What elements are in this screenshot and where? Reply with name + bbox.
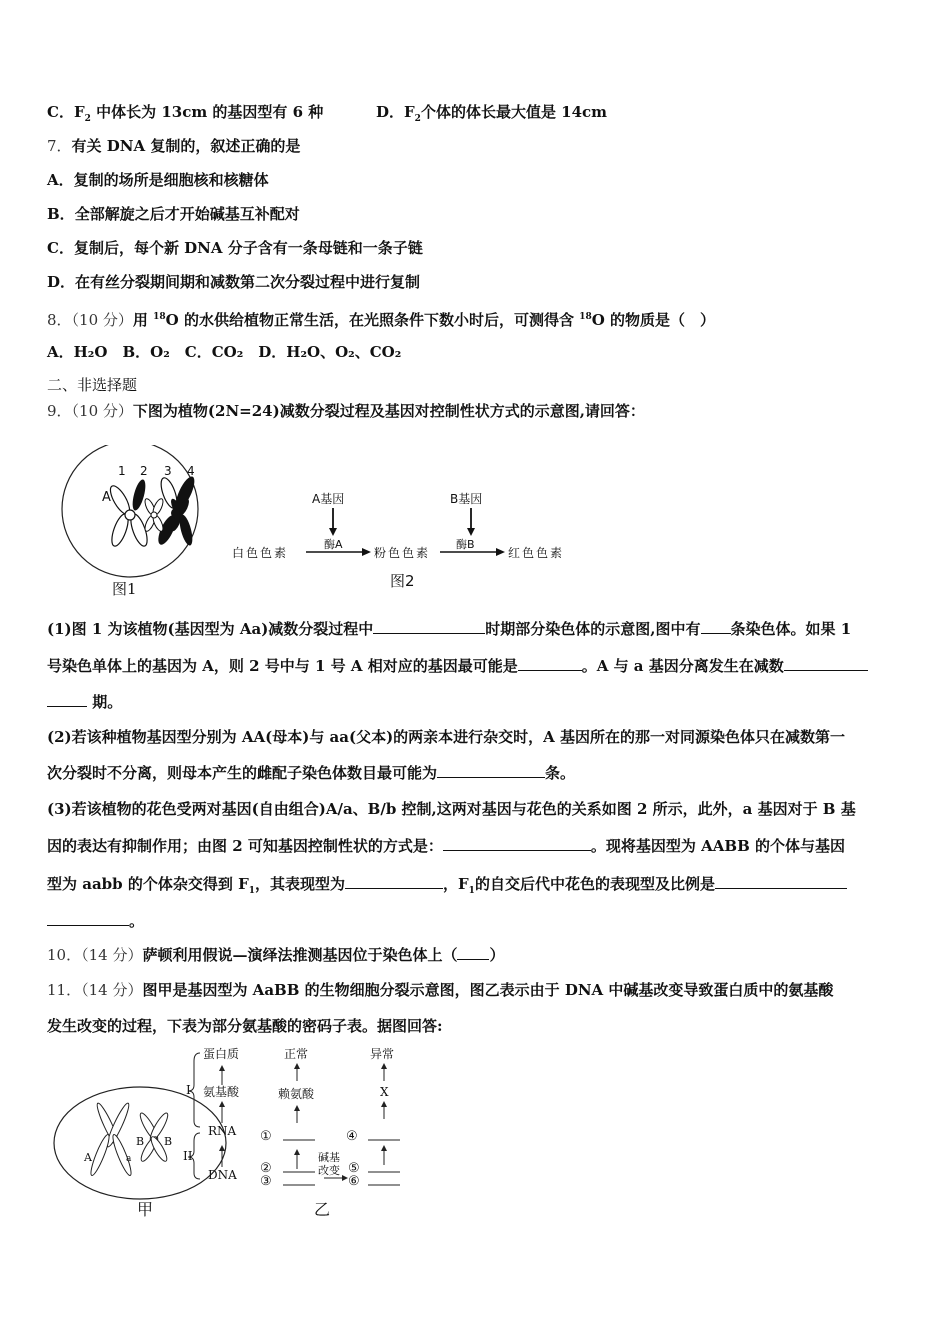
svg-text:B: B: [136, 1135, 145, 1148]
figure-2-pathway: [232, 488, 572, 593]
marker-4: ④: [346, 1129, 358, 1144]
q9-stem: [47, 401, 645, 421]
question-text: O 的物质是（ ）: [591, 311, 716, 329]
superscript: 18: [579, 312, 592, 322]
figure-1-caption: 图1: [112, 580, 137, 598]
answer-blank[interactable]: [47, 911, 129, 926]
subscript: 2: [414, 114, 421, 124]
base-change-label: 改变: [318, 1164, 340, 1177]
gene-a-label: A基因: [312, 492, 345, 506]
question-score: （10 分）: [71, 311, 133, 329]
white-pigment-label: 白色色素: [232, 546, 289, 560]
enzyme-a-label: 酶A: [324, 538, 343, 551]
q11-stem-line1: [47, 980, 833, 1000]
answer-blank[interactable]: [701, 619, 731, 634]
q9-part1-line3: [47, 692, 122, 712]
abnormal-label: 异常: [370, 1047, 395, 1061]
gene-label-a: A: [102, 490, 111, 505]
option-text: F: [73, 103, 85, 121]
option-text: 复制后，每个新 DNA 分子含有一条母链和一条子链: [73, 239, 423, 257]
option-text: 全部解旋之后才开始碱基互补配对: [74, 205, 300, 223]
marker-2: ②: [260, 1161, 272, 1176]
q9-part1-line1: [47, 619, 851, 639]
figure-jia-caption: 甲: [137, 1200, 154, 1219]
q10-stem: [47, 945, 504, 965]
option-label: D．: [47, 273, 76, 291]
question-text: 号染色单体上的基因为 A，则 2 号中与 1 号 A 相对应的基因最可能是: [47, 657, 518, 675]
x-label: X: [380, 1085, 389, 1099]
normal-label: 正常: [284, 1047, 309, 1061]
option-text: F: [404, 103, 415, 121]
question-text: 。现将基因型为 AABB 的个体与基因: [590, 837, 845, 855]
marker-1: ①: [260, 1129, 272, 1144]
answer-blank[interactable]: [457, 945, 489, 960]
question-number: 8．: [47, 311, 72, 329]
question-text: 萨顿利用假说—演绎法推测基因位于染色体上（: [142, 946, 458, 964]
question-text: 发生改变的过程，下表为部分氨基酸的密码子表。据图回答:: [47, 1017, 443, 1035]
question-number: 11．: [47, 981, 82, 999]
option-label: C．: [47, 239, 74, 257]
answer-blank[interactable]: [518, 656, 582, 671]
svg-text:4: 4: [187, 464, 195, 478]
svg-text:1: 1: [118, 464, 126, 478]
superscript: 18: [153, 312, 166, 322]
marker-5: ⑤: [348, 1161, 360, 1176]
red-pigment-label: 红色色素: [508, 546, 565, 560]
q8-stem: [47, 307, 715, 330]
q7-option-c: [47, 238, 423, 258]
question-text: 次分裂时不分离，则母本产生的雌配子染色体数目最可能为: [47, 764, 438, 782]
answer-blank[interactable]: [443, 836, 591, 851]
answer-blank[interactable]: [715, 874, 847, 889]
option-label: D．: [376, 103, 405, 121]
q9-part2-line1: [47, 727, 845, 747]
brace-label-ii: II: [183, 1149, 193, 1163]
small-chromosome-icon: [140, 495, 200, 535]
q7-stem: [47, 136, 300, 156]
q7-option-a: [47, 170, 269, 190]
question-score: （14 分）: [81, 946, 143, 964]
question-text: 条。: [545, 764, 576, 782]
option-text: 在有丝分裂期间期和减数第二次分裂过程中进行复制: [75, 273, 421, 291]
question-text: 条染色体。如果 1: [730, 620, 852, 638]
q11-stem-line2: [47, 1016, 443, 1036]
question-text: 用: [132, 311, 154, 329]
question-number: 10．: [47, 946, 82, 964]
question-number: 9．: [47, 402, 72, 420]
answer-blank[interactable]: [437, 763, 545, 778]
answer-blank[interactable]: [373, 619, 485, 634]
option-text: A．H₂O B．O₂ C．CO₂ D．H₂O、O₂、CO₂: [47, 343, 402, 361]
lysine-label: 赖氨酸: [278, 1087, 315, 1101]
question-text: 因的表达有抑制作用；由图 2 可知基因控制性状的方式是：: [47, 837, 443, 855]
small-chromosomes: [140, 495, 200, 535]
marker-3: ③: [260, 1174, 272, 1189]
q9-part3-line1: [47, 799, 856, 819]
question-text: ，其表现型为: [255, 875, 346, 893]
subscript: 1: [248, 886, 255, 896]
svg-text:2: 2: [140, 464, 148, 478]
question-text: 型为 aabb 的个体杂交得到 F: [47, 875, 249, 893]
question-text: 。A 与 a 基因分离发生在减数: [581, 657, 784, 675]
question-score: （14 分）: [81, 981, 143, 999]
amino-acid-label: 氨基酸: [203, 1085, 240, 1099]
question-text: 。: [129, 912, 145, 930]
q6-option-d: [376, 102, 607, 129]
brace-label-i: I: [186, 1083, 191, 1097]
q7-option-b: [47, 204, 300, 224]
marker-6: ⑥: [348, 1174, 360, 1189]
svg-text:A: A: [84, 1151, 92, 1164]
q9-part3-line2: [47, 836, 845, 856]
section-heading: [47, 375, 137, 395]
q7-option-d: [47, 272, 420, 292]
question-text: O 的水供给植物正常生活，在光照条件下数小时后，可测得含: [165, 311, 580, 329]
question-text: (1)图 1 为该植物(基因型为 Aa)减数分裂过程中: [47, 620, 374, 638]
q9-part3-line3: [47, 874, 847, 901]
q8-options: [47, 342, 401, 362]
question-text: (2)若该种植物基因型分别为 AA(母本)与 aa(父本)的两亲本进行杂交时，A 基因所在的那一对同源染色体只在减数第一: [47, 728, 846, 746]
question-text: 期。: [87, 693, 123, 711]
pink-pigment-label: 粉色色素: [374, 546, 431, 560]
question-score: （10 分）: [71, 402, 133, 420]
figure-2-caption: 图2: [390, 572, 415, 590]
question-text: 时期部分染色体的示意图,图中有: [485, 620, 701, 638]
rna-label: RNA: [208, 1124, 237, 1138]
option-text: 个体的体长最大值是 14cm: [420, 103, 608, 121]
svg-text:3: 3: [164, 464, 172, 478]
question-text: 下图为植物(2N=24)减数分裂过程及基因对控制性状方式的示意图,请回答：: [132, 402, 645, 420]
subscript: 2: [84, 114, 91, 124]
dna-label: DNA: [208, 1168, 237, 1182]
question-text: (3)若该植物的花色受两对基因(自由组合)A/a、B/b 控制,这两对基因与花色的关系如图 2 所示，此外，a 基因对于 B 基: [47, 800, 856, 818]
gene-b-label: B基因: [450, 492, 483, 506]
base-change-label: 碱基: [318, 1151, 340, 1164]
answer-blank[interactable]: [47, 692, 87, 707]
question-text: ，F: [443, 875, 469, 893]
question-number: 7．: [47, 137, 72, 155]
subscript: 1: [468, 886, 475, 896]
option-text: 中体长为 13cm 的基因型有 6 种: [90, 103, 324, 121]
option-label: B．: [47, 205, 75, 223]
option-label: C．: [47, 103, 74, 121]
answer-blank[interactable]: [345, 874, 443, 889]
figure-jia-yi: [50, 1045, 405, 1225]
svg-text:a: a: [126, 1154, 132, 1164]
section-title: 二、非选择题: [47, 376, 138, 394]
q9-part2-line2: [47, 763, 575, 783]
figure-yi-caption: 乙: [314, 1200, 331, 1219]
option-label: A．: [47, 171, 74, 189]
enzyme-b-label: 酶B: [456, 538, 475, 551]
protein-label: 蛋白质: [203, 1047, 240, 1061]
question-text: 有关 DNA 复制的，叙述正确的是: [71, 137, 301, 155]
q6-option-c: [47, 102, 323, 129]
option-text: 复制的场所是细胞核和核糖体: [73, 171, 269, 189]
q9-part3-line4: [47, 911, 144, 931]
q9-part1-line2: [47, 656, 868, 676]
question-text: 的自交后代中花色的表现型及比例是: [474, 875, 715, 893]
question-text: ）: [489, 946, 505, 964]
answer-blank[interactable]: [784, 656, 868, 671]
question-text: 图甲是基因型为 AaBB 的生物细胞分裂示意图，图乙表示由于 DNA 中碱基改变导致蛋白质中的氨基酸: [142, 981, 834, 999]
svg-text:B: B: [164, 1135, 173, 1148]
